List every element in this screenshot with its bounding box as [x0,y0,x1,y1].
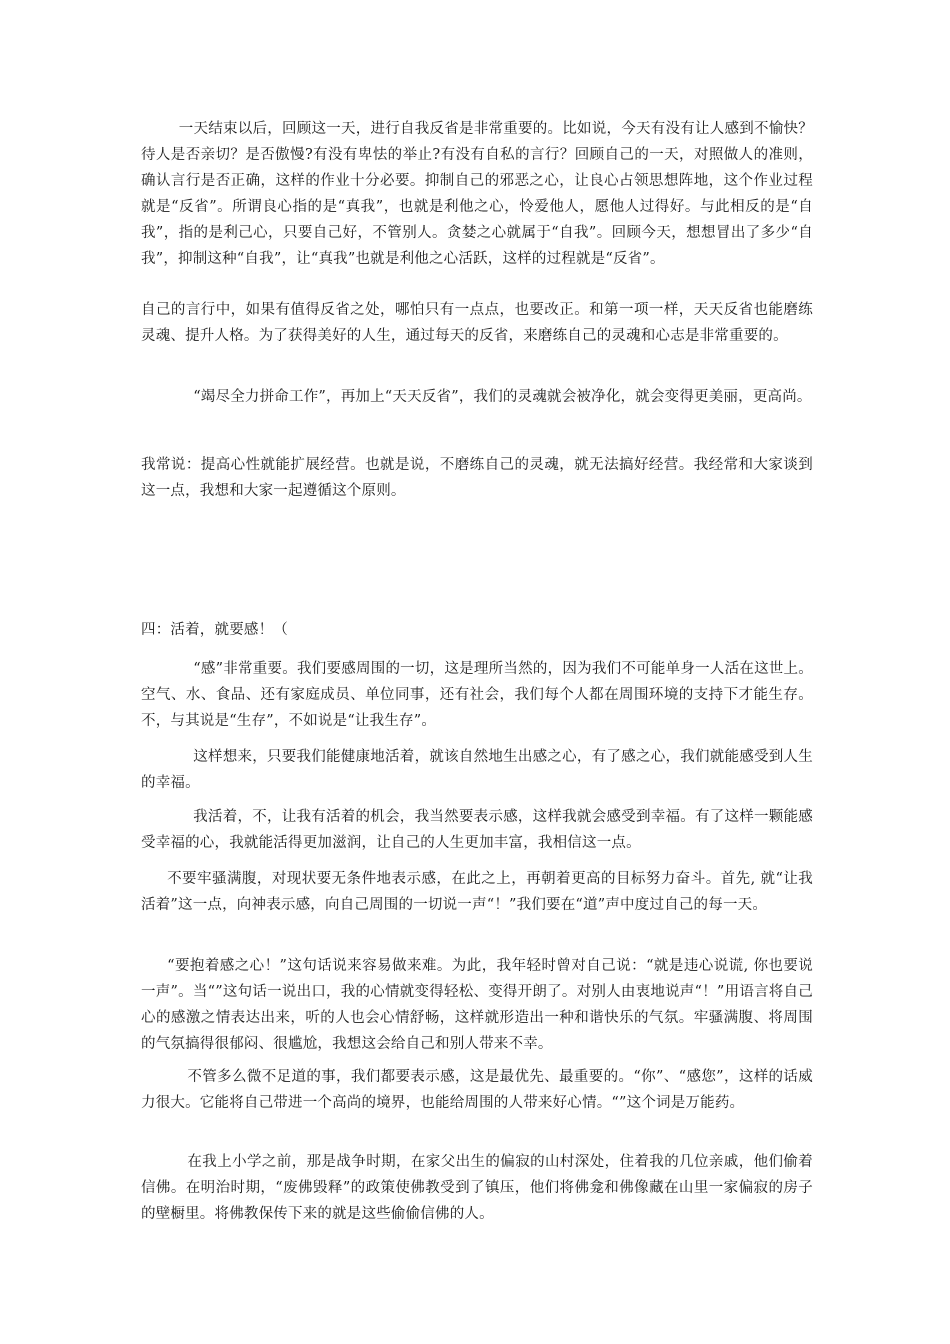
paragraph-wartime-memory: 在我上小学之前，那是战争时期，在家父出生的偏寂的山村深处，住着我的几位亲戚，他们偷着信佛。在明治时期，“废佛毁释”的政策使佛教受到了镇压，他们将佛龛和佛像藏在山里一家偏寂的房子的壁橱里。将佛教保传下来的就是这些偷偷信佛的人。 [141,1154,813,1222]
paragraph-chance-to-live: 我活着，不，让我有活着的机会，我当然要表示感，这样我就会感受到幸福。有了这样一颗能感受幸福的心，我就能活得更加滋润，让自己的人生更加丰富，我相信这一点。 [141,809,813,851]
paragraph-say-thanks: “要抱着感之心！”这句话说来容易做来难。为此，我年轻时曾对自己说：“就是违心说谎, 你也要说一声”。当“”这句话一说出口，我的心情就变得轻松、变得开朗了。对别人由衷地说声“！”用语言将自己心的感激之情表达出来，听的人也会心情舒畅，这样就形造出一种和谐快乐的气氛。牢骚满腹、将周围的气氛搞得很郁闷、很尴尬，我想这会给自己和别人带来不幸。 [141,958,813,1052]
paragraph-reflection: 一天结束以后，回顾这一天，进行自我反省是非常重要的。比如说，今天有没有让人感到不愉快？待人是否亲切？是否傲慢?有没有卑怯的举止?有没有自私的言行？回顾自己的一天，对照做人的准则，确认言行是否正确，这样的作业十分必要。抑制自己的邪恶之心，让良心占领思想阵地，这个作业过程就是“反省”。所谓良心指的是“真我”，也就是利他之心，怜爱他人，愿他人过得好。与此相反的是“自我”，指的是利己心，只要自己好，不管别人。贪婪之心就属于“自我”。回顾今天，想想冒出了多少“自我”，抑制这种“自我”，让“真我”也就是利他之心活跃，这样的过程就是“反省”。 [141,121,813,267]
paragraph-correct-mistakes: 自己的言行中，如果有值得反省之处，哪怕只有一点点，也要改正。和第一项一样，天天反省也能磨练灵魂、提升人格。为了获得美好的人生，通过每天的反省，来磨练自己的灵魂和心志是非常重要的。 [141,302,813,344]
paragraph-gratitude-importance: “感”非常重要。我们要感周围的一切，这是理所当然的，因为我们不可能单身一人活在这世上。空气、水、食品、还有家庭成员、单位同事，还有社会，我们每个人都在周围环境的支持下才能生存。不，与其说是“生存”，不如说是“让我生存”。 [141,661,813,729]
paragraph-no-complaints: 不要牢骚满腹，对现状要无条件地表示感，在此之上，再朝着更高的目标努力奋斗。首先, 就“让我活着”这一点，向神表示感，向自己周围的一切说一声“！”我们要在“道”声中度过自己的每一天。 [141,871,813,913]
paragraph-healthy-living: 这样想来，只要我们能健康地活着，就该自然地生出感之心，有了感之心，我们就能感受到人生的幸福。 [141,749,813,791]
paragraph-magic-word: 不管多么微不足道的事，我们都要表示感，这是最优先、最重要的。“你”、“感您”，这样的话威力很大。它能将自己带进一个高尚的境界，也能给周围的人带来好心情。“”这个词是万能药。 [141,1069,813,1111]
paragraph-purify-soul: “竭尽全力拼命工作”，再加上“天天反省”，我们的灵魂就会被净化，就会变得更美丽，更高尚。 [193,389,812,405]
paragraph-management: 我常说：提高心性就能扩展经营。也就是说，不磨练自己的灵魂，就无法搞好经营。我经常和大家谈到这一点，我想和大家一起遵循这个原则。 [141,457,813,499]
section-heading: 四：活着，就要感！（ [141,622,288,638]
